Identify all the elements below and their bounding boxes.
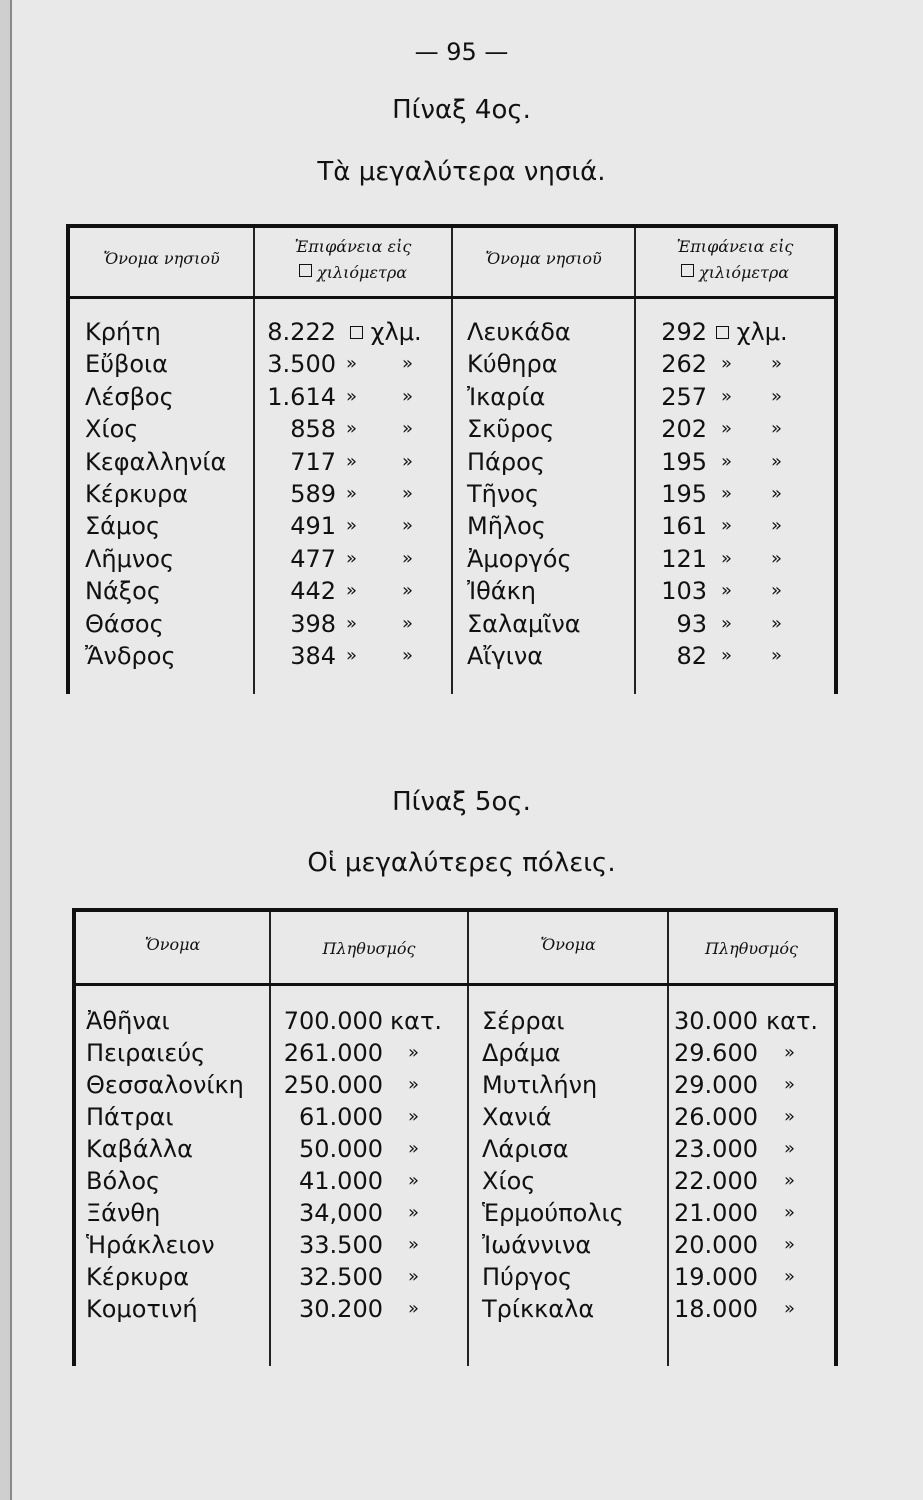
- island-name: Λῆμνος: [85, 544, 175, 573]
- island-name: Σαλαμῖνα: [467, 609, 581, 638]
- ditto-mark: »: [408, 1138, 420, 1159]
- island-name: Κεφαλληνία: [85, 447, 227, 476]
- square-symbol-icon: [716, 326, 729, 339]
- island-area: 589: [290, 480, 336, 508]
- ditto-mark: »: [784, 1042, 796, 1063]
- city-population: 34,000: [299, 1199, 383, 1227]
- ditto-mark: »: [784, 1202, 796, 1223]
- city-population: 23.000: [674, 1135, 758, 1163]
- ditto-mark: »: [771, 612, 783, 634]
- ditto-mark: »: [771, 418, 783, 440]
- island-name: Ἰθάκη: [467, 577, 536, 606]
- ditto-mark: »: [346, 353, 358, 375]
- city-name: Πειραιεύς: [86, 1039, 206, 1067]
- island-name: Θάσος: [85, 609, 164, 638]
- table-row: [66, 510, 838, 542]
- ditto-mark: »: [408, 1074, 420, 1095]
- island-name: Κρήτη: [85, 318, 161, 346]
- ditto-mark: »: [771, 645, 783, 666]
- table-row: [66, 413, 838, 445]
- ditto-mark: »: [346, 385, 358, 407]
- table-row: [66, 543, 838, 575]
- page-number: — 95 —: [414, 38, 509, 66]
- ditto-mark: »: [346, 645, 358, 666]
- city-population: 26.000: [674, 1103, 758, 1131]
- island-area: 1.614: [267, 382, 336, 411]
- island-name: Τῆνος: [467, 480, 540, 508]
- ditto-mark: »: [346, 483, 358, 504]
- city-population: 33.500: [299, 1231, 383, 1259]
- table-row: [72, 1005, 838, 1037]
- ditto-mark: »: [408, 1266, 420, 1287]
- island-name: Ἀμοργός: [467, 544, 572, 573]
- table4-title: Πίναξ 4ος.: [392, 95, 531, 125]
- island-name: Ἄνδρος: [85, 642, 176, 670]
- city-population: 30.200: [299, 1295, 383, 1323]
- table-row: [66, 640, 838, 672]
- ditto-mark: »: [402, 645, 414, 666]
- table-row: [72, 1197, 838, 1229]
- island-name: Αἴγινα: [467, 642, 544, 670]
- population-unit: κατ.: [390, 1007, 443, 1035]
- ditto-mark: »: [402, 580, 414, 602]
- city-name: Κέρκυρα: [86, 1263, 190, 1291]
- ditto-mark: »: [771, 580, 783, 602]
- ditto-mark: »: [784, 1074, 796, 1095]
- island-area: 292: [661, 318, 707, 346]
- island-name: Κύθηρα: [467, 350, 558, 379]
- city-population: 50.000: [299, 1135, 383, 1163]
- ditto-mark: »: [346, 418, 358, 440]
- ditto-mark: »: [346, 580, 358, 602]
- city-name: Χίος: [482, 1167, 536, 1195]
- island-area: 384: [290, 642, 336, 670]
- area-unit: χλμ.: [716, 316, 788, 348]
- table-row: [66, 316, 838, 348]
- city-name: Ἑρμούπολις: [482, 1199, 624, 1227]
- table-row: [66, 478, 838, 510]
- ditto-mark: »: [408, 1298, 420, 1319]
- city-population: 20.000: [674, 1231, 758, 1259]
- ditto-mark: »: [771, 450, 783, 472]
- island-name: Σάμος: [85, 512, 161, 541]
- col-header-area-2: [636, 234, 834, 286]
- city-population: 41.000: [299, 1167, 383, 1195]
- table-row: [72, 1165, 838, 1197]
- island-area: 477: [290, 544, 336, 573]
- table5-subtitle: Οἱ μεγαλύτερες πόλεις.: [307, 848, 616, 878]
- city-population: 21.000: [674, 1199, 758, 1227]
- ditto-mark: »: [402, 385, 414, 407]
- city-population: 61.000: [299, 1103, 383, 1131]
- city-population: 30.000: [674, 1007, 758, 1035]
- square-symbol-icon: [350, 326, 363, 339]
- city-population: 250.000: [283, 1071, 383, 1099]
- city-name: Κομοτινή: [86, 1295, 198, 1323]
- table-row: [66, 446, 838, 478]
- ditto-mark: »: [346, 612, 358, 634]
- city-name: Χανιά: [482, 1103, 552, 1131]
- ditto-mark: »: [346, 515, 358, 537]
- ditto-mark: »: [721, 645, 733, 666]
- ditto-mark: »: [784, 1106, 796, 1127]
- city-population: 261.000: [283, 1039, 383, 1067]
- island-area: 195: [661, 480, 707, 508]
- table-row: [72, 1293, 838, 1325]
- col-header-population: Πληθυσμός: [322, 939, 416, 958]
- island-area: 121: [661, 544, 707, 573]
- ditto-mark: »: [402, 612, 414, 634]
- ditto-mark: »: [408, 1042, 420, 1063]
- island-area: 8.222: [267, 318, 336, 346]
- ditto-mark: »: [402, 418, 414, 440]
- ditto-mark: »: [721, 580, 733, 602]
- island-name: Μῆλος: [467, 512, 546, 541]
- cities-table: [72, 908, 838, 1366]
- city-population: 18.000: [674, 1295, 758, 1323]
- col-header-city-name-2: Ὄνομα: [540, 935, 596, 954]
- square-symbol-icon: [681, 264, 694, 277]
- ditto-mark: »: [408, 1202, 420, 1223]
- table-row: [66, 608, 838, 640]
- island-area: 82: [676, 642, 707, 670]
- table4-subtitle: Τὰ μεγαλύτερα νησιά.: [317, 157, 606, 187]
- col-header-area: [255, 234, 451, 286]
- square-symbol-icon: [299, 264, 312, 277]
- island-name: Νάξος: [85, 577, 161, 606]
- ditto-mark: »: [721, 515, 733, 537]
- city-name: Σέρραι: [482, 1007, 565, 1035]
- city-population: 22.000: [674, 1167, 758, 1195]
- col-header-area-line2: χιλιόμετρα: [636, 260, 834, 286]
- city-name: Ξάνθη: [86, 1199, 161, 1227]
- islands-table: [66, 224, 838, 694]
- city-name: Δράμα: [482, 1039, 561, 1067]
- table-row: [72, 1069, 838, 1101]
- city-population: 29.000: [674, 1071, 758, 1099]
- city-population: 29.600: [674, 1039, 758, 1067]
- city-population: 32.500: [299, 1263, 383, 1291]
- island-area: 195: [661, 447, 707, 476]
- col-header-island-name: Ὄνομα νησιοῦ: [103, 249, 220, 268]
- island-name: Χίος: [85, 415, 139, 444]
- island-area: 398: [290, 609, 336, 638]
- table-row: [66, 348, 838, 380]
- ditto-mark: »: [771, 515, 783, 537]
- ditto-mark: »: [771, 353, 783, 375]
- island-name: Λευκάδα: [467, 318, 571, 346]
- ditto-mark: »: [784, 1298, 796, 1319]
- ditto-mark: »: [408, 1170, 420, 1191]
- ditto-mark: »: [408, 1106, 420, 1127]
- col-header-area-line1: Ἐπιφάνεια εἰς: [294, 237, 412, 256]
- ditto-mark: »: [721, 547, 733, 569]
- island-area: 717: [290, 447, 336, 476]
- ditto-mark: »: [721, 612, 733, 634]
- ditto-mark: »: [346, 547, 358, 569]
- ditto-mark: »: [346, 450, 358, 472]
- ditto-mark: »: [408, 1234, 420, 1255]
- island-area: 491: [290, 512, 336, 541]
- ditto-mark: »: [402, 547, 414, 569]
- city-name: Ἀθῆναι: [86, 1007, 170, 1035]
- island-name: Λέσβος: [85, 382, 174, 411]
- island-area: 93: [676, 609, 707, 638]
- ditto-mark: »: [784, 1138, 796, 1159]
- table-row: [72, 1229, 838, 1261]
- island-area: 858: [290, 415, 336, 444]
- area-unit: χλμ.: [350, 316, 422, 348]
- ditto-mark: »: [784, 1234, 796, 1255]
- island-area: 161: [661, 512, 707, 541]
- city-name: Ἰωάννινα: [482, 1231, 592, 1259]
- city-name: Θεσσαλονίκη: [86, 1071, 244, 1099]
- island-name: Ἰκαρία: [467, 382, 546, 411]
- col-header-area-line2: χιλιόμετρα: [255, 260, 451, 286]
- island-name: Σκῦρος: [467, 415, 555, 444]
- table-row: [72, 1133, 838, 1165]
- ditto-mark: »: [771, 483, 783, 504]
- ditto-mark: »: [784, 1170, 796, 1191]
- page-edge: [0, 0, 12, 1500]
- island-name: Πάρος: [467, 447, 545, 476]
- table-row: [72, 1037, 838, 1069]
- ditto-mark: »: [721, 450, 733, 472]
- city-name: Πύργος: [482, 1263, 573, 1291]
- ditto-mark: »: [402, 450, 414, 472]
- city-population: 19.000: [674, 1263, 758, 1291]
- col-header-area-line1: Ἐπιφάνεια εἰς: [676, 237, 794, 256]
- city-name: Πάτραι: [86, 1103, 174, 1131]
- ditto-mark: »: [721, 483, 733, 504]
- city-name: Βόλος: [86, 1167, 161, 1195]
- ditto-mark: »: [721, 353, 733, 375]
- city-population: 700.000: [283, 1007, 383, 1035]
- ditto-mark: »: [784, 1266, 796, 1287]
- island-area: 103: [661, 577, 707, 606]
- island-area: 3.500: [267, 350, 336, 379]
- ditto-mark: »: [402, 353, 414, 375]
- ditto-mark: »: [771, 385, 783, 407]
- island-area: 257: [661, 382, 707, 411]
- table-row: [66, 575, 838, 607]
- ditto-mark: »: [721, 418, 733, 440]
- table-row: [72, 1261, 838, 1293]
- col-header-island-name-2: Ὄνομα νησιοῦ: [485, 249, 602, 268]
- city-name: Μυτιλήνη: [482, 1071, 598, 1099]
- table5-title: Πίναξ 5ος.: [392, 787, 531, 817]
- city-name: Λάρισα: [482, 1135, 569, 1163]
- col-header-city-name: Ὄνομα: [144, 935, 201, 954]
- island-area: 262: [661, 350, 707, 379]
- table-row: [66, 381, 838, 413]
- ditto-mark: »: [771, 547, 783, 569]
- ditto-mark: »: [402, 515, 414, 537]
- col-header-population-2: Πληθυσμός: [705, 939, 798, 958]
- city-name: Ἡράκλειον: [86, 1231, 215, 1259]
- city-name: Καβάλλα: [86, 1135, 193, 1163]
- island-area: 202: [661, 415, 707, 444]
- table-row: [72, 1101, 838, 1133]
- city-name: Τρίκκαλα: [482, 1295, 595, 1323]
- island-area: 442: [290, 577, 336, 606]
- population-unit: κατ.: [766, 1007, 819, 1035]
- ditto-mark: »: [721, 385, 733, 407]
- island-name: Εὔβοια: [85, 350, 168, 379]
- island-name: Κέρκυρα: [85, 480, 189, 508]
- ditto-mark: »: [402, 483, 414, 504]
